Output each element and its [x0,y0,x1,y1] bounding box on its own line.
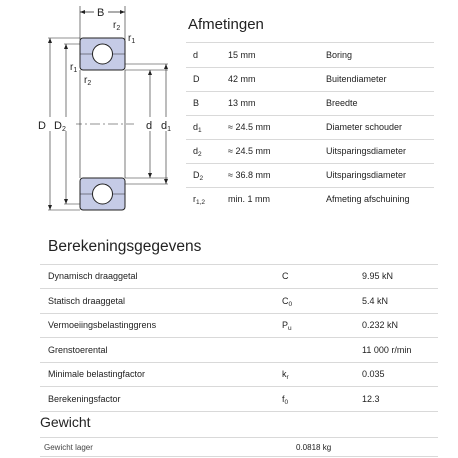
afmetingen-row-divider [186,115,434,116]
afmetingen-value: 13 mm [228,98,256,108]
berekening-label: Vermoeiingsbelastinggrens [48,320,157,331]
afmetingen-description: Diameter schouder [326,122,403,132]
berekening-label: Statisch draaggetal [48,295,126,306]
label-d1: d1 [161,120,172,133]
afmetingen-symbol: $r_{1,2}$ [193,194,206,206]
afmetingen-row-divider [186,139,434,140]
afmetingen-description: Boring [326,50,353,60]
berekening-value: 11 000 r/min [362,344,412,355]
bottom-ring-section [80,178,125,210]
afmetingen-symbol: B [193,98,200,108]
afmetingen-row-divider [186,67,434,68]
berekening-row-divider [40,337,438,338]
berekening-label: Grenstoerental [48,344,108,355]
afmetingen-value: min. 1 mm [228,194,271,204]
berekening-row-divider [40,386,438,387]
berekening-top-divider [40,264,438,265]
afmetingen-header-divider [186,42,434,43]
afmetingen-row-divider [186,163,434,164]
top-ring-section [80,38,125,70]
afmetingen-value: ≈ 36.8 mm [228,170,271,180]
berekening-row-divider [40,313,438,314]
berekening-value: 12.3 [362,394,380,404]
berekening-value: 0.232 kN [362,320,399,331]
label-d: d [146,120,153,132]
berekening-symbol: $k_r$ [282,369,289,382]
berekening-row-divider [40,362,438,363]
afmetingen-value: 15 mm [228,50,256,60]
afmetingen-symbol: $D_2$ [193,170,204,182]
berekening-row-divider [40,411,438,412]
label-r2-top: $r_2$ [113,20,121,32]
berekening-value: 9.95 kN [362,271,394,281]
berekening-label: Dynamisch draaggetal [48,271,138,281]
label-r2-left: $r_2$ [84,75,92,87]
label-r1-top: $r_1$ [128,33,136,45]
afmetingen-value: 42 mm [228,74,256,84]
afmetingen-symbol: d [193,50,199,60]
afmetingen-description: Uitsparingsdiameter [326,146,407,156]
berekening-symbol: $f_0$ [282,394,289,406]
afmetingen-value: ≈ 24.5 mm [228,146,271,156]
berekening-symbol: C [282,271,289,281]
afmetingen-description: Breedte [326,98,358,108]
gewicht-title: Gewicht [40,414,91,430]
berekening-row-divider [40,288,438,289]
afmetingen-title: Afmetingen [188,16,264,33]
afmetingen-symbol: $d_1$ [193,122,202,134]
afmetingen-symbol: D [193,74,200,84]
gewicht-label: Gewicht lager [44,443,93,452]
afmetingen-row-divider [186,91,434,92]
berekening-symbol: $C_0$ [282,295,293,308]
berekening-label: Berekeningsfactor [48,394,121,404]
label-B: B [97,7,105,19]
berekening-title: Berekeningsgegevens [48,238,202,255]
label-D: D [38,120,46,132]
gewicht-value: 0.0818 kg [296,443,332,452]
berekening-value: 5.4 kN [362,295,389,306]
bearing-cross-section-drawing [0,0,190,225]
berekening-label: Minimale belastingfactor [48,369,146,380]
berekening-value: 0.035 [362,369,385,380]
gewicht-bottom-divider [40,456,438,457]
label-r1-left: $r_1$ [70,62,78,74]
gewicht-divider [40,437,438,438]
afmetingen-description: Afmeting afschuining [326,194,410,204]
label-D2: D2 [54,120,66,133]
afmetingen-value: ≈ 24.5 mm [228,122,271,132]
afmetingen-symbol: $d_2$ [193,146,202,158]
afmetingen-description: Uitsparingsdiameter [326,170,407,180]
berekening-symbol: $P_u$ [282,320,292,333]
afmetingen-row-divider [186,187,434,188]
afmetingen-description: Buitendiameter [326,74,387,84]
